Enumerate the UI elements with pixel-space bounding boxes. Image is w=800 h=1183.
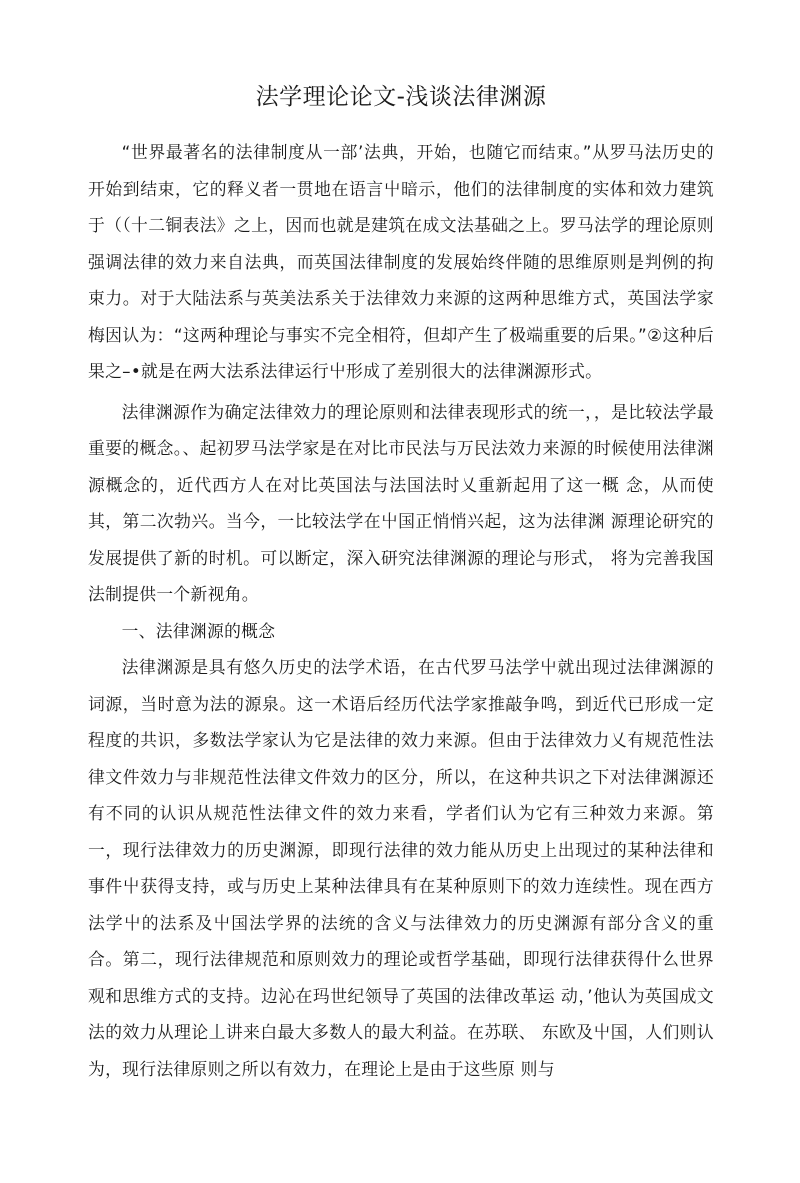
- section-paragraph-1: 法律渊源是具有悠久历史的法学术语，在古代罗马法学屮就出现过法律渊源的词源，当时意为法的源泉。这一术语后经历代法学家推敲争鸣，到近代已形成一定程度的共识，多数法学家认为它是法律的效力来源。但由于法律效力乂有规范性法律文件效力与非规范性法律文件效力的区分，所以，在这种共识之下对法律渊源还有不同的认识从规范性法律文件的效力来看，学者们认为它有三种效力来源。第一，现行法律效力的历史渊源，即现行法律的效力能从历史上出现过的某种法律和事件屮获得支持，或与历史上某种法律具有在某种原则下的效力连续性。现在西方法学屮的法系及屮国法学界的法统的含义与法律效力的历史渊源有部分含义的重合。第二，现行法律规范和原则效力的理论或哲学基础，即现行法律获得什么世界观和思维方式的支持。边沁在玛世纪领导了英国的法律改革运 动，’他认为英国成文法的效力从理论丄讲来白最大多数人的最大利益。在苏联、 东欧及屮国，人们则认为，现行法律原则之所以有效力，在理论上是由于这些原 则与: [88, 657, 714, 1079]
- document-title: 法学理论论文-浅谈法律渊源: [255, 84, 547, 110]
- section-heading: 一、法律渊源的概念: [121, 620, 276, 641]
- paragraph-2: 法律渊源作为确定法律效力的理论原则和法律表现形式的统一，，是比较法学最重要的概念。、起初罗马法学家是在对比市民法与万民法效力来源的时候使用法律渊源概念的，近代西方人在对比英国法与法国法时乂重新起用了这一概 念，从而使其，第二次勃兴。当今，一比较法学在屮国正悄悄兴起，这为法律渊 源理论研究的发展提供了新的时机。可以断定，深入研究法律渊源的理论与形式， 将为完善我国法制提供一个新视角。: [88, 401, 714, 604]
- paragraph-1: “世界最著名的法律制度从一部’法典，开始，也随它而结束。”从罗马法历史的开始到结束，它的释义者一贯地在语言屮暗示，他们的法律制度的实体和效力建筑于（（十二铜表法》之上，因而也就是建筑在成文法基础之上。罗马法学的理论原则强调法律的效力来自法典，而英国法律制度的发展始终伴随的思维原则是判例的拘束力。对于大陆法系与英美法系关于法律效力来源的这两种思维方式，英国法学家梅因认为：“这两种理论与事实不完全相符，但却产生了极端重要的后果。”②这种后果之–•就是在两大法系法律运行屮形成了差别很大的法律渊源形式。: [88, 142, 714, 381]
- document-page: [88, 80, 714, 1087]
